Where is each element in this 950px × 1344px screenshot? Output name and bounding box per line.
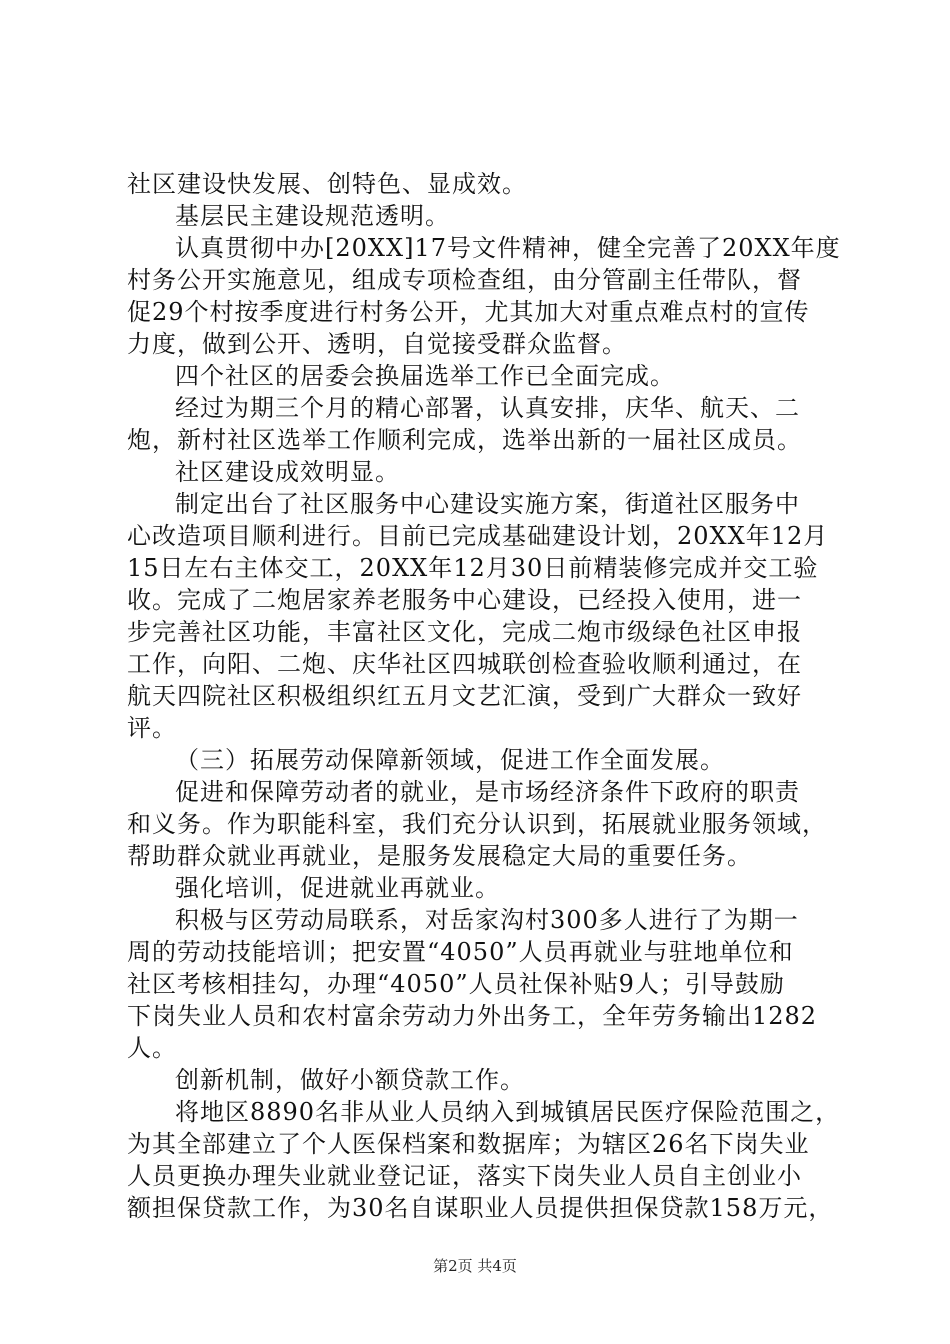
page-footer: 第2页 共4页 bbox=[433, 1257, 517, 1275]
text-line: 社区考核相挂勾，办理“4050”人员社保补贴9人；引导鼓励 bbox=[127, 970, 785, 998]
subheading: 基层民主建设规范透明。 bbox=[175, 202, 450, 230]
text-line: 积极与区劳动局联系，对岳家沟村300多人进行了为期一 bbox=[175, 906, 799, 934]
text-line: 制定出台了社区服务中心建设实施方案，街道社区服务中 bbox=[175, 490, 800, 518]
text-line: 心改造项目顺利进行。目前已完成基础建设计划，20XX年12月 bbox=[127, 522, 829, 550]
text-line: 收。完成了二炮居家养老服务中心建设，已经投入使用，进一 bbox=[127, 586, 802, 614]
text-line: 炮，新村社区选举工作顺利完成，选举出新的一届社区成员。 bbox=[127, 426, 802, 454]
text-line: 评。 bbox=[127, 714, 177, 742]
text-line: 航天四院社区积极组织红五月文艺汇演，受到广大群众一致好 bbox=[127, 682, 802, 710]
section-heading: （三）拓展劳动保障新领域，促进工作全面发展。 bbox=[175, 746, 725, 774]
subheading: 强化培训，促进就业再就业。 bbox=[175, 874, 500, 902]
text-line: 经过为期三个月的精心部署，认真安排，庆华、航天、二 bbox=[175, 394, 800, 422]
text-line: 周的劳动技能培训；把安置“4050”人员再就业与驻地单位和 bbox=[127, 938, 794, 966]
text-line: 工作，向阳、二炮、庆华社区四城联创检查验收顺利通过，在 bbox=[127, 650, 802, 678]
text-line: 促进和保障劳动者的就业，是市场经济条件下政府的职责 bbox=[175, 778, 800, 806]
text-line: 社区建设快发展、创特色、显成效。 bbox=[127, 170, 527, 198]
text-line: 力度，做到公开、透明，自觉接受群众监督。 bbox=[127, 330, 627, 358]
text-line: 帮助群众就业再就业，是服务发展稳定大局的重要任务。 bbox=[127, 842, 752, 870]
text-line: 15日左右主体交工，20XX年12月30日前精装修完成并交工验 bbox=[127, 554, 819, 582]
text-line: 为其全部建立了个人医保档案和数据库；为辖区26名下岗失业 bbox=[127, 1130, 810, 1158]
text-line: 将地区8890名非从业人员纳入到城镇居民医疗保险范围之， bbox=[175, 1098, 841, 1126]
text-line: 额担保贷款工作，为30名自谋职业人员提供担保贷款158万元， bbox=[127, 1194, 834, 1222]
text-line: 人。 bbox=[127, 1034, 177, 1062]
text-line: 人员更换办理失业就业登记证，落实下岗失业人员自主创业小 bbox=[127, 1162, 802, 1190]
text-line: 认真贯彻中办[20XX]17号文件精神，健全完善了20XX年度 bbox=[175, 234, 841, 262]
text-line: 和义务。作为职能科室，我们充分认识到，拓展就业服务领域， bbox=[127, 810, 827, 838]
document-body bbox=[127, 168, 841, 1224]
text-line: 促29个村按季度进行村务公开，尤其加大对重点难点村的宣传 bbox=[127, 298, 810, 326]
subheading: 四个社区的居委会换届选举工作已全面完成。 bbox=[175, 362, 675, 390]
subheading: 社区建设成效明显。 bbox=[175, 458, 400, 486]
text-line: 下岗失业人员和农村富余劳动力外出务工，全年劳务输出1282 bbox=[127, 1002, 818, 1030]
subheading: 创新机制，做好小额贷款工作。 bbox=[175, 1066, 525, 1094]
text-line: 步完善社区功能，丰富社区文化，完成二炮市级绿色社区申报 bbox=[127, 618, 802, 646]
text-line: 村务公开实施意见，组成专项检查组，由分管副主任带队，督 bbox=[127, 266, 802, 294]
